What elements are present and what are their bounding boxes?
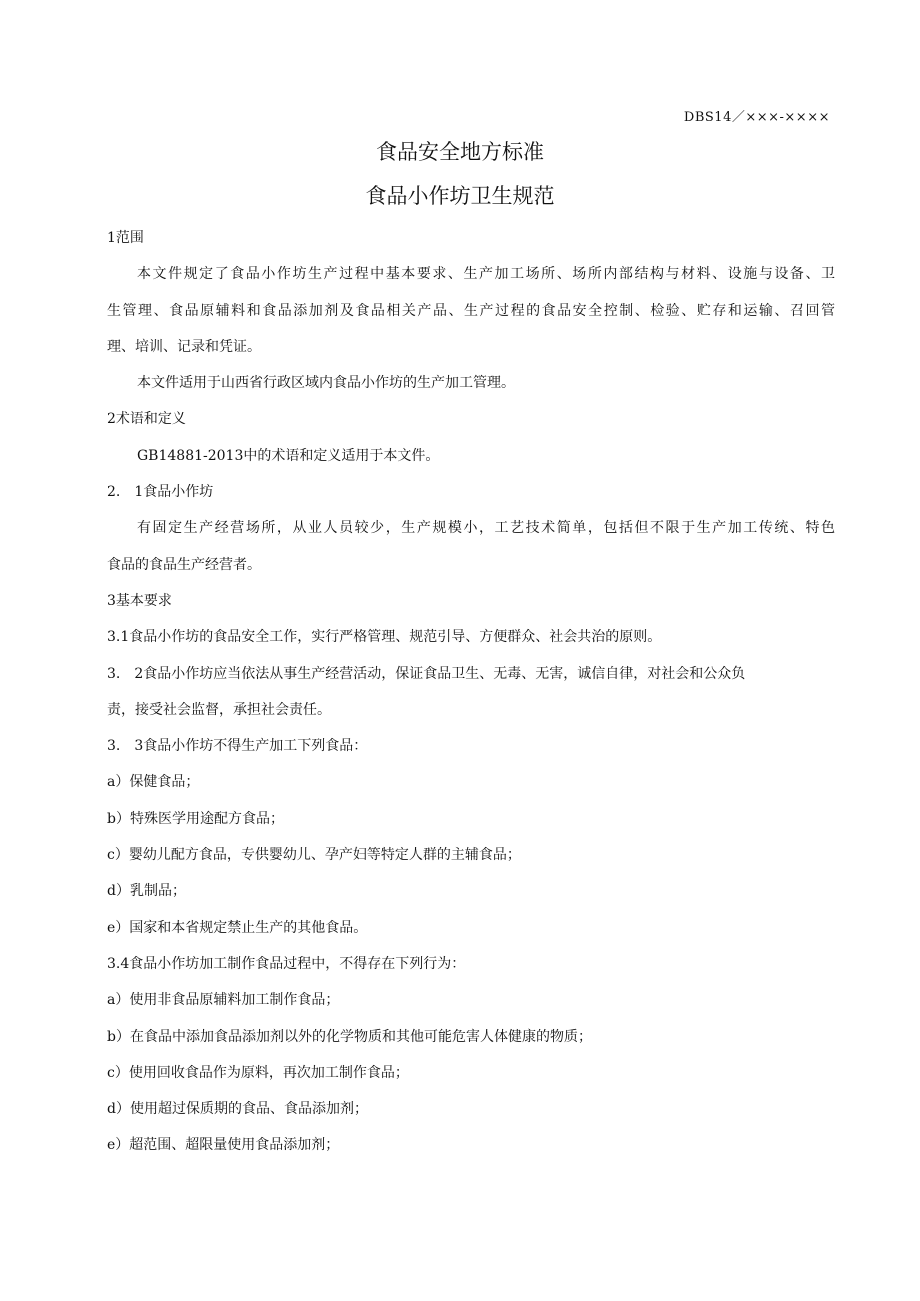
clause-line: 3. 3食品小作坊不得生产加工下列食品： xyxy=(107,738,368,755)
clause-line: 3.1食品小作坊的食品安全工作，实行严格管理、规范引导、方便群众、社会共治的原则。 xyxy=(107,629,662,646)
list-item: a）使用非食品原辅料加工制作食品； xyxy=(107,992,340,1009)
paragraph-line: 本文件适用于山西省行政区域内食品小作坊的生产加工管理。 xyxy=(137,375,515,392)
standard-code: DBS14／×××-×××× xyxy=(683,110,830,125)
list-item: e）国家和本省规定禁止生产的其他食品。 xyxy=(107,919,368,936)
clause-line: 责，接受社会监督，承担社会责任。 xyxy=(107,701,331,718)
section-heading-terms: 2术语和定义 xyxy=(107,411,186,428)
list-item: c）使用回收食品作为原料，再次加工制作食品； xyxy=(107,1064,409,1081)
list-item: e）超范围、超限量使用食品添加剂； xyxy=(107,1137,340,1154)
paragraph-line: 生管理、食品原辅料和食品添加剂及食品相关产品、生产过程的食品安全控制、检验、贮存和运输、召回管 xyxy=(107,302,835,319)
document-subtitle: 食品小作坊卫生规范 xyxy=(365,184,555,208)
paragraph-line: 本文件规定了食品小作坊生产过程中基本要求、生产加工场所、场所内部结构与材料、设施与设备、卫 xyxy=(137,266,835,283)
list-item: a）保健食品； xyxy=(107,774,200,791)
paragraph-line: 有固定生产经营场所，从业人员较少，生产规模小，工艺技术简单，包括但不限于生产加工传统、特色 xyxy=(137,520,835,537)
clause-line: 3.4食品小作坊加工制作食品过程中，不得存在下列行为： xyxy=(107,955,466,972)
document-body xyxy=(107,228,835,1172)
list-item: b）特殊医学用途配方食品； xyxy=(107,810,284,827)
list-item: b）在食品中添加食品添加剂以外的化学物质和其他可能危害人体健康的物质； xyxy=(107,1028,592,1045)
clause-line: 3. 2食品小作坊应当依法从事生产经营活动，保证食品卫生、无毒、无害，诚信自律，对社会和公众负 xyxy=(107,665,746,682)
section-heading-basic-requirements: 3基本要求 xyxy=(107,592,172,609)
paragraph-line: 食品的食品生产经营者。 xyxy=(107,556,261,573)
list-item: d）使用超过保质期的食品、食品添加剂； xyxy=(107,1101,368,1118)
paragraph-line: 理、培训、记录和凭证。 xyxy=(107,338,261,355)
section-heading-scope: 1范围 xyxy=(107,230,144,246)
subsection-heading: 2. 1食品小作坊 xyxy=(107,484,214,501)
document-title: 食品安全地方标准 xyxy=(376,140,544,164)
paragraph-line: GB14881-2013中的术语和定义适用于本文件。 xyxy=(137,447,440,464)
list-item: c）婴幼儿配方食品，专供婴幼儿、孕产妇等特定人群的主辅食品； xyxy=(107,847,521,864)
list-item: d）乳制品； xyxy=(107,883,186,900)
